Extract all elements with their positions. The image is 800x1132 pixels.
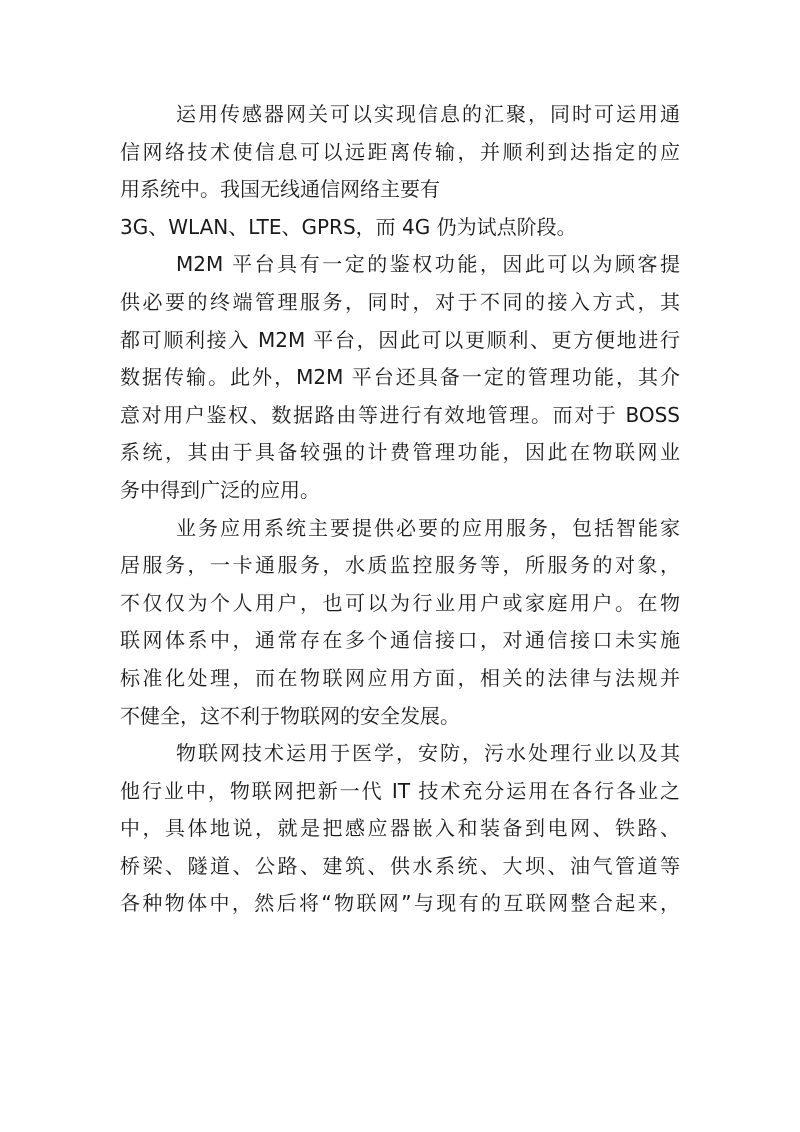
paragraph-1-line-1: 运用传感器网关可以实现信息的汇聚，同时可运用通	[176, 102, 680, 126]
paragraph-2-line-5: 意对用户鉴权、数据路由等进行有效地管理。而对于 BOSS	[120, 402, 680, 427]
paragraph-1-line-4: 3G、WLAN、LTE、GPRS，而 4G 仍为试点阶段。	[120, 214, 577, 239]
paragraph-3-line-1: 业务应用系统主要提供必要的应用服务，包括智能家	[176, 515, 680, 540]
paragraph-4-line-1: 物联网技术运用于医学，安防，污水处理行业以及其	[176, 741, 680, 766]
paragraph-3-line-6: 不健全，这不利于物联网的安全发展。	[120, 703, 460, 728]
paragraph-3-line-5: 标准化处理，而在物联网应用方面，相关的法律与法规并	[120, 665, 680, 690]
paragraph-2-line-4: 数据传输。此外，M2M 平台还具备一定的管理功能，其介	[120, 365, 680, 390]
paragraph-4-line-4: 桥梁、隧道、公路、建筑、供水系统、大坝、油气管道等	[120, 853, 680, 878]
paragraph-4-line-2: 他行业中，物联网把新一代 IT 技术充分运用在各行各业之	[120, 778, 680, 803]
paragraph-4-line-5: 各种物体中，然后将“物联网”与现有的互联网整合起来，	[120, 891, 680, 916]
paragraph-4-line-3: 中，具体地说，就是把感应器嵌入和装备到电网、铁路、	[120, 816, 680, 841]
paragraph-2-line-7: 务中得到广泛的应用。	[120, 477, 320, 502]
paragraph-2-line-2: 供必要的终端管理服务，同时，对于不同的接入方式，其	[120, 289, 680, 314]
paragraph-3-line-4: 联网体系中，通常存在多个通信接口，对通信接口未实施	[120, 628, 680, 653]
paragraph-3-line-3: 不仅仅为个人用户，也可以为行业用户或家庭用户。在物	[120, 590, 680, 615]
body-text	[120, 96, 680, 923]
paragraph-3-line-2: 居服务，一卡通服务，水质监控服务等，所服务的对象，	[120, 553, 680, 578]
paragraph-2-line-6: 系统，其由于具备较强的计费管理功能，因此在物联网业	[120, 440, 680, 465]
paragraph-1-line-2: 信网络技术使信息可以远距离传输，并顺利到达指定的应	[120, 139, 680, 164]
paragraph-1-line-3: 用系统中。我国无线通信网络主要有	[120, 177, 440, 202]
paragraph-2-line-1: M2M 平台具有一定的鉴权功能，因此可以为顾客提	[176, 252, 680, 277]
paragraph-2-line-3: 都可顺利接入 M2M 平台，因此可以更顺利、更方便地进行	[120, 327, 680, 352]
